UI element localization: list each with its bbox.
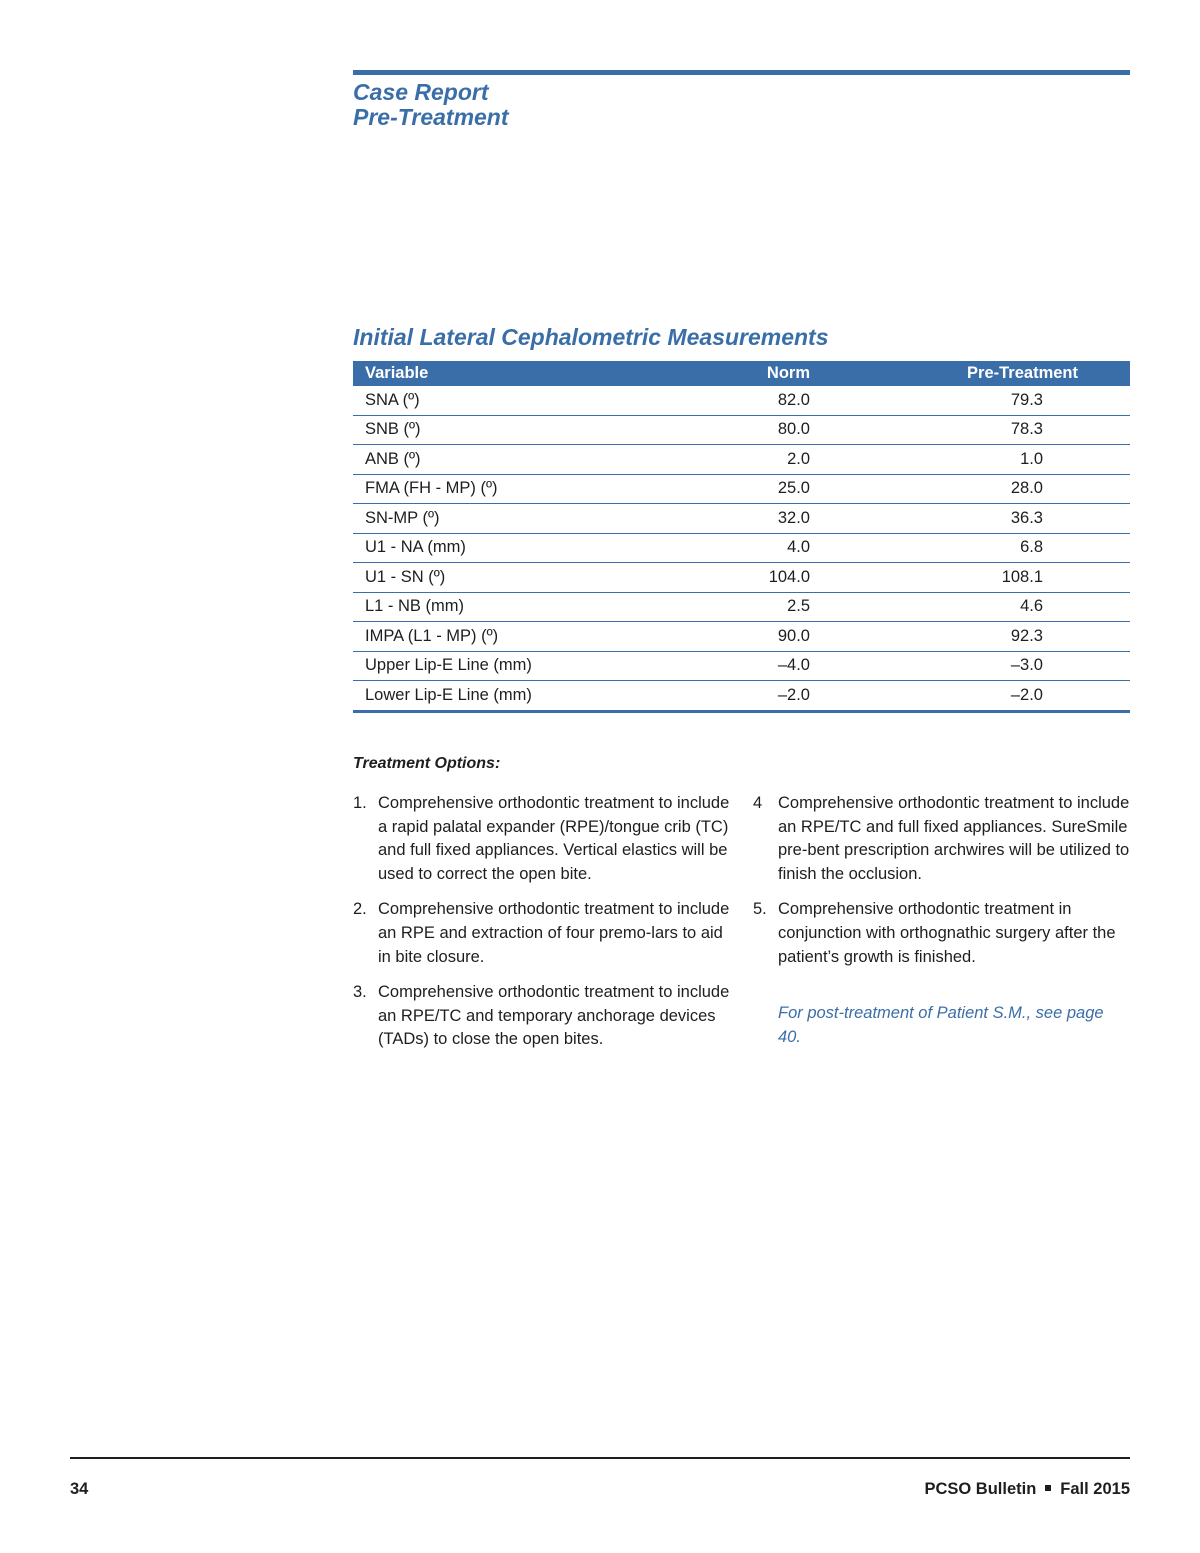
table-row: [353, 592, 1130, 622]
column-header-norm: Norm: [705, 361, 810, 386]
cell-norm: 104.0: [705, 563, 810, 593]
table-title: Initial Lateral Cephalometric Measurements: [353, 324, 829, 350]
item-text: Comprehensive orthodontic treatment to include an RPE/TC and temporary anchorage devices (TADs) to close the open bites.: [378, 983, 730, 1049]
table-row: [353, 445, 1130, 475]
cephalometric-table: [353, 361, 1130, 713]
table-row: [353, 563, 1130, 593]
options-column-right: [753, 792, 1131, 1049]
item-text: Comprehensive orthodontic treatment in conjunction with orthognathic surgery after the patient’s growth is finished.: [778, 900, 1116, 966]
list-item: [353, 981, 731, 1052]
publication-name: PCSO Bulletin: [924, 1480, 1037, 1498]
post-treatment-note: For post-treatment of Patient S.M., see page 40.: [778, 1004, 1104, 1046]
page-number: 34: [70, 1480, 89, 1498]
cell-norm: 2.0: [705, 445, 810, 475]
table-row: [353, 386, 1130, 415]
cell-variable: IMPA (L1 - MP) (º): [353, 622, 705, 652]
cell-norm: 4.0: [705, 533, 810, 563]
cell-pre-treatment: 1.0: [810, 445, 1130, 475]
cell-variable: FMA (FH - MP) (º): [353, 474, 705, 504]
header-line-2: Pre-Treatment: [353, 104, 509, 130]
item-number: 2.: [353, 900, 367, 919]
list-item: [353, 898, 731, 969]
item-text: Comprehensive orthodontic treatment to include an RPE and extraction of four premo-lars to aid in bite closure.: [378, 900, 730, 966]
issue-label: Fall 2015: [1060, 1480, 1130, 1498]
list-item: [753, 898, 1131, 969]
item-text: Comprehensive orthodontic treatment to include a rapid palatal expander (RPE)/tongue crib (TC) and full fixed appliances. Vertical elastics will be used to correct the open bite.: [378, 794, 730, 883]
table-row: [353, 651, 1130, 681]
cell-pre-treatment: –2.0: [810, 681, 1130, 712]
cell-norm: 25.0: [705, 474, 810, 504]
item-text: Comprehensive orthodontic treatment to include an RPE/TC and full fixed appliances. SureSmile pre-bent prescription archwires will be utilized to finish the occlusion.: [778, 794, 1130, 883]
top-rule: [353, 70, 1130, 75]
treatment-options-heading: Treatment Options:: [353, 755, 501, 772]
page-header: [353, 80, 509, 130]
item-number: 5.: [753, 900, 767, 919]
table-row: [353, 622, 1130, 652]
cell-pre-treatment: –3.0: [810, 651, 1130, 681]
table-row: [353, 681, 1130, 712]
table-row: [353, 474, 1130, 504]
footer-rule: [70, 1457, 1130, 1459]
cell-variable: Upper Lip-E Line (mm): [353, 651, 705, 681]
table-header-row: [353, 361, 1130, 386]
item-number: 4: [753, 794, 763, 812]
cell-variable: ANB (º): [353, 445, 705, 475]
cell-norm: 90.0: [705, 622, 810, 652]
cell-norm: –4.0: [705, 651, 810, 681]
list-item: [353, 792, 731, 886]
options-column-left: [353, 792, 731, 1064]
cell-norm: 82.0: [705, 386, 810, 415]
cell-pre-treatment: 78.3: [810, 415, 1130, 445]
table-row: [353, 533, 1130, 563]
cell-variable: U1 - SN (º): [353, 563, 705, 593]
cell-variable: SN-MP (º): [353, 504, 705, 534]
square-bullet-icon: [1045, 1485, 1051, 1491]
cell-norm: –2.0: [705, 681, 810, 712]
cell-pre-treatment: 108.1: [810, 563, 1130, 593]
column-header-variable: Variable: [353, 361, 705, 386]
list-item: [753, 792, 1131, 886]
item-number: 1.: [353, 794, 367, 812]
cell-pre-treatment: 79.3: [810, 386, 1130, 415]
cell-variable: Lower Lip-E Line (mm): [353, 681, 705, 712]
table-row: [353, 415, 1130, 445]
cell-variable: L1 - NB (mm): [353, 592, 705, 622]
table-row: [353, 504, 1130, 534]
cell-pre-treatment: 36.3: [810, 504, 1130, 534]
cell-pre-treatment: 4.6: [810, 592, 1130, 622]
cell-norm: 32.0: [705, 504, 810, 534]
cell-norm: 2.5: [705, 592, 810, 622]
cell-pre-treatment: 92.3: [810, 622, 1130, 652]
cell-norm: 80.0: [705, 415, 810, 445]
column-header-pre-treatment: Pre-Treatment: [810, 361, 1130, 386]
cell-variable: SNA (º): [353, 386, 705, 415]
cell-variable: SNB (º): [353, 415, 705, 445]
footer-publication: [924, 1480, 1130, 1499]
item-number: 3.: [353, 983, 367, 1002]
cell-variable: U1 - NA (mm): [353, 533, 705, 563]
header-line-1: Case Report: [353, 79, 489, 105]
cell-pre-treatment: 6.8: [810, 533, 1130, 563]
cell-pre-treatment: 28.0: [810, 474, 1130, 504]
